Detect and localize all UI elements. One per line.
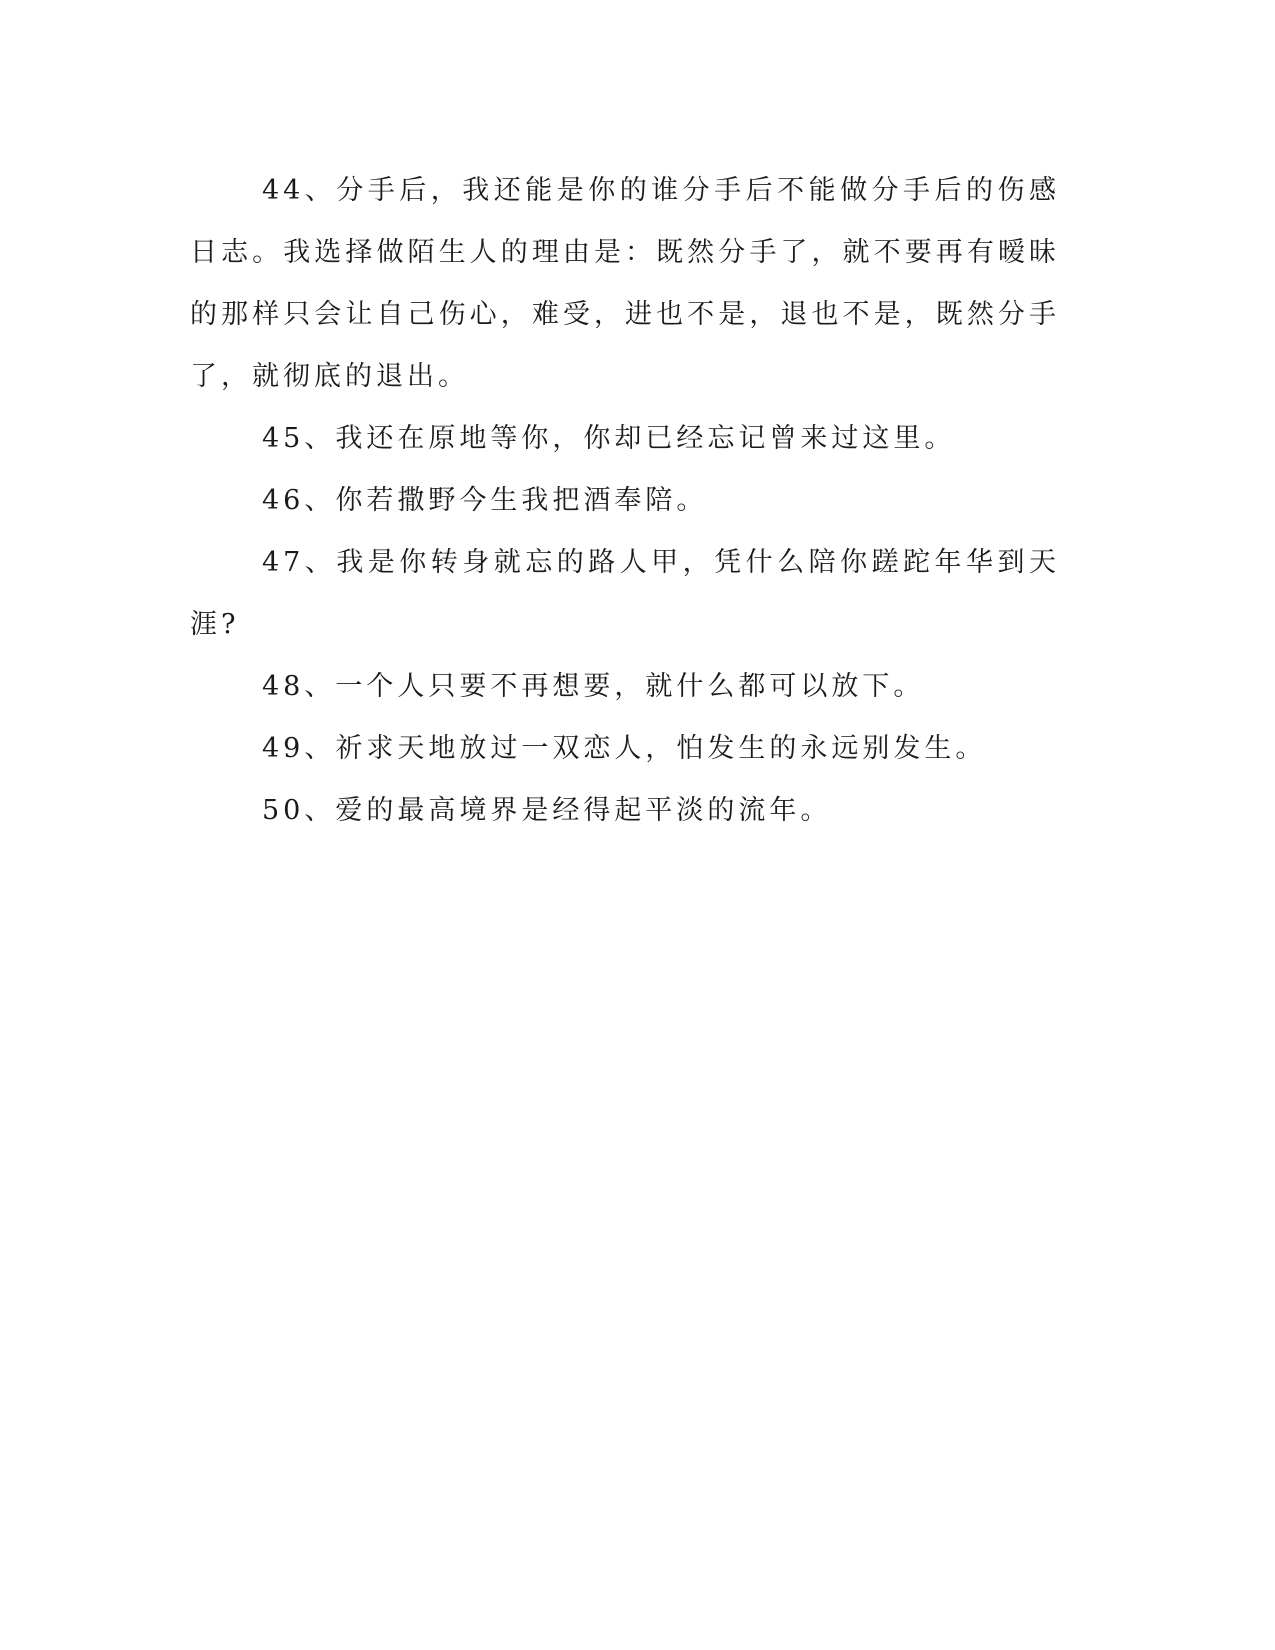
document-body bbox=[190, 160, 1060, 842]
paragraph-44: 44、分手后，我还能是你的谁分手后不能做分手后的伤感日志。我选择做陌生人的理由是：既然分手了，就不要再有暧昧的那样只会让自己伤心，难受，进也不是，退也不是，既然分手了，就彻底的退出。 bbox=[190, 175, 1060, 392]
paragraph-49: 49、祈求天地放过一双恋人，怕发生的永远别发生。 bbox=[262, 733, 987, 764]
paragraph-47: 47、我是你转身就忘的路人甲，凭什么陪你蹉跎年华到天涯? bbox=[190, 547, 1060, 640]
paragraph-46: 46、你若撒野今生我把酒奉陪。 bbox=[262, 485, 708, 516]
paragraph-50: 50、爱的最高境界是经得起平淡的流年。 bbox=[262, 795, 832, 826]
paragraph-48: 48、一个人只要不再想要，就什么都可以放下。 bbox=[262, 671, 925, 702]
paragraph-45: 45、我还在原地等你，你却已经忘记曾来过这里。 bbox=[262, 423, 956, 454]
